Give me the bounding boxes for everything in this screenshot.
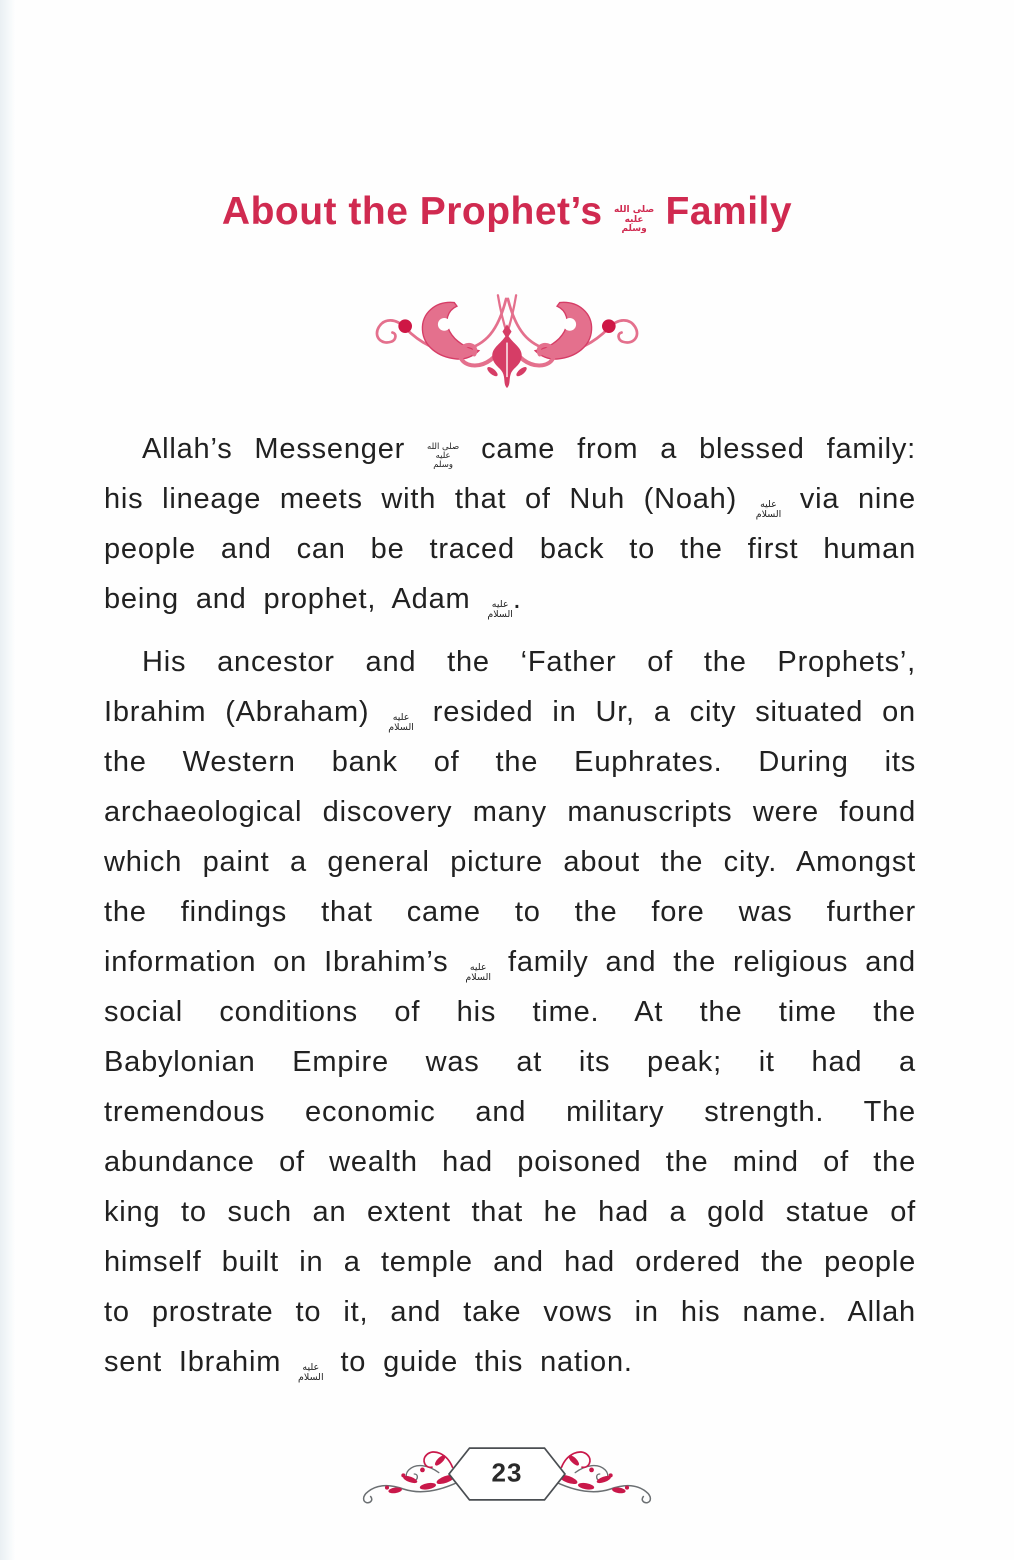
- alayhis-salam-symbol: عليه السلام: [298, 1361, 324, 1383]
- alayhis-salam-symbol: عليه السلام: [465, 961, 491, 983]
- page-footer: [0, 1438, 1014, 1510]
- paragraph-2: His ancestor and the ‘Father of the Prophets’, Ibrahim (Abraham) عليه السلام resided in Ur, a city situated on the Western bank of the Euphrates. During its archaeological discovery many manuscripts were found which paint a general picture about the city. Amongst the findings that came to the fore was further information on Ibrahim’s عليه السلام family and the religious and social conditions of his time. At the time the Babylonian Empire was at its peak; it had a tremendous economic and military strength. The abundance of wealth had poisoned the mind of the king to such an extent that he had a gold statue of himself built in a temple and had ordered the people to prostrate to it, and take vows in his name. Allah sent Ibrahim عليه السلام to guide this nation.: [104, 646, 916, 1383]
- alayhis-salam-symbol: عليه السلام: [388, 711, 414, 733]
- swirl-divider-icon: [352, 288, 662, 388]
- title-divider-ornament-icon: [352, 288, 662, 388]
- sallallahu-alayhi-wa-sallam-symbol: صلى الله عليه وسلم: [613, 205, 655, 234]
- page-number-badge: [357, 1438, 657, 1510]
- paragraph-1: Allah’s Messenger صلى الله عليه وسلم came from a blessed family: his lineage meets with that of Nuh (Noah) عليه السلام via nine people and can be traced back to the first human being and prophet, Adam عليه السلام .: [104, 433, 916, 620]
- sallallahu-alayhi-wa-sallam-symbol: صلى الله عليه وسلم: [427, 442, 460, 470]
- page-title: About the Prophet’s صلى الله عليه وسلم Family: [221, 190, 793, 234]
- page-number: 23: [491, 1457, 523, 1488]
- body-text: [104, 424, 916, 1400]
- alayhis-salam-symbol: عليه السلام: [755, 498, 782, 520]
- alayhis-salam-symbol: عليه السلام: [487, 598, 513, 620]
